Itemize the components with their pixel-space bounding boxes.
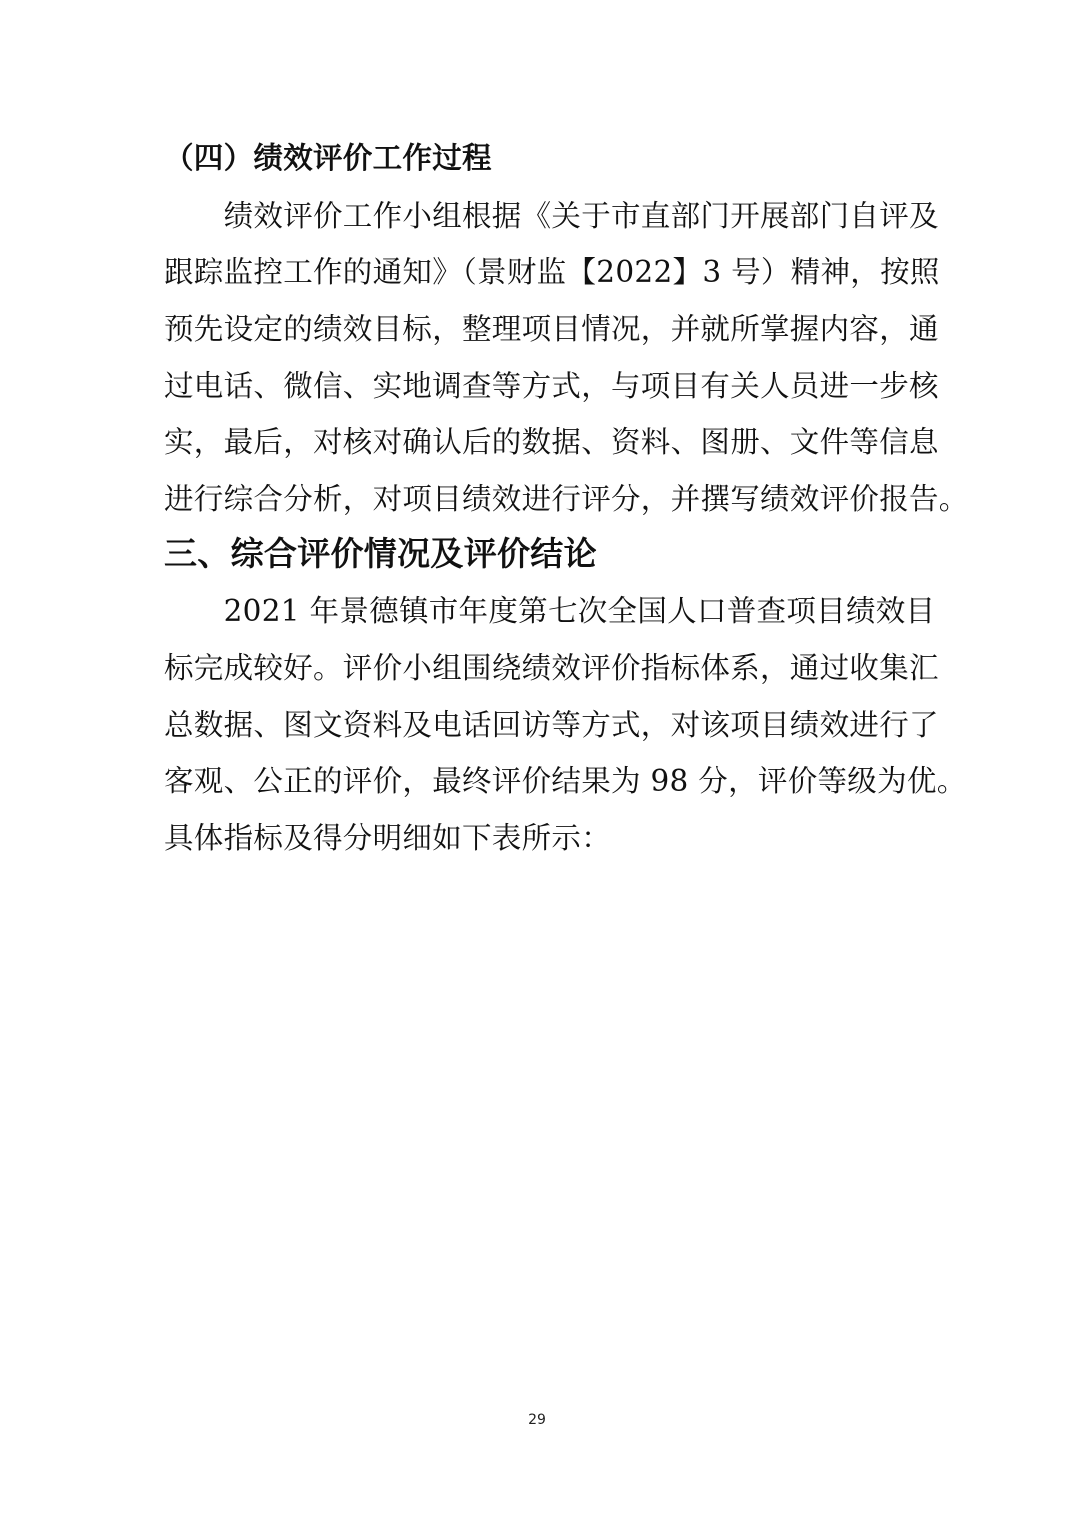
paragraph-line: 实，最后，对核对确认后的数据、资料、图册、文件等信息 bbox=[164, 425, 939, 459]
paragraph-line: 具体指标及得分明细如下表所示： bbox=[164, 821, 612, 855]
paragraph-line: 总数据、图文资料及电话回访等方式，对该项目绩效进行了 bbox=[164, 708, 939, 742]
paragraph-line: 标完成较好。评价小组围绕绩效评价指标体系，通过收集汇 bbox=[164, 651, 939, 685]
paragraph-line: 进行综合分析，对项目绩效进行评分，并撰写绩效评价报告。 bbox=[164, 482, 969, 516]
page-number: 29 bbox=[528, 1412, 546, 1428]
section-heading-comprehensive-evaluation: 三、综合评价情况及评价结论 bbox=[164, 534, 597, 573]
paragraph-line: 跟踪监控工作的通知》（景财监【2022】3 号）精神，按照 bbox=[164, 255, 940, 289]
section-heading-evaluation-process: （四）绩效评价工作过程 bbox=[164, 141, 492, 175]
paragraph-line: 绩效评价工作小组根据《关于市直部门开展部门自评及 bbox=[164, 199, 939, 233]
paragraph-line: 2021 年景德镇市年度第七次全国人口普查项目绩效目 bbox=[164, 594, 936, 628]
paragraph-line: 过电话、微信、实地调查等方式，与项目有关人员进一步核 bbox=[164, 369, 939, 403]
paragraph-line: 预先设定的绩效目标，整理项目情况，并就所掌握内容，通 bbox=[164, 312, 939, 346]
paragraph-line: 客观、公正的评价，最终评价结果为 98 分，评价等级为优。 bbox=[164, 764, 967, 798]
